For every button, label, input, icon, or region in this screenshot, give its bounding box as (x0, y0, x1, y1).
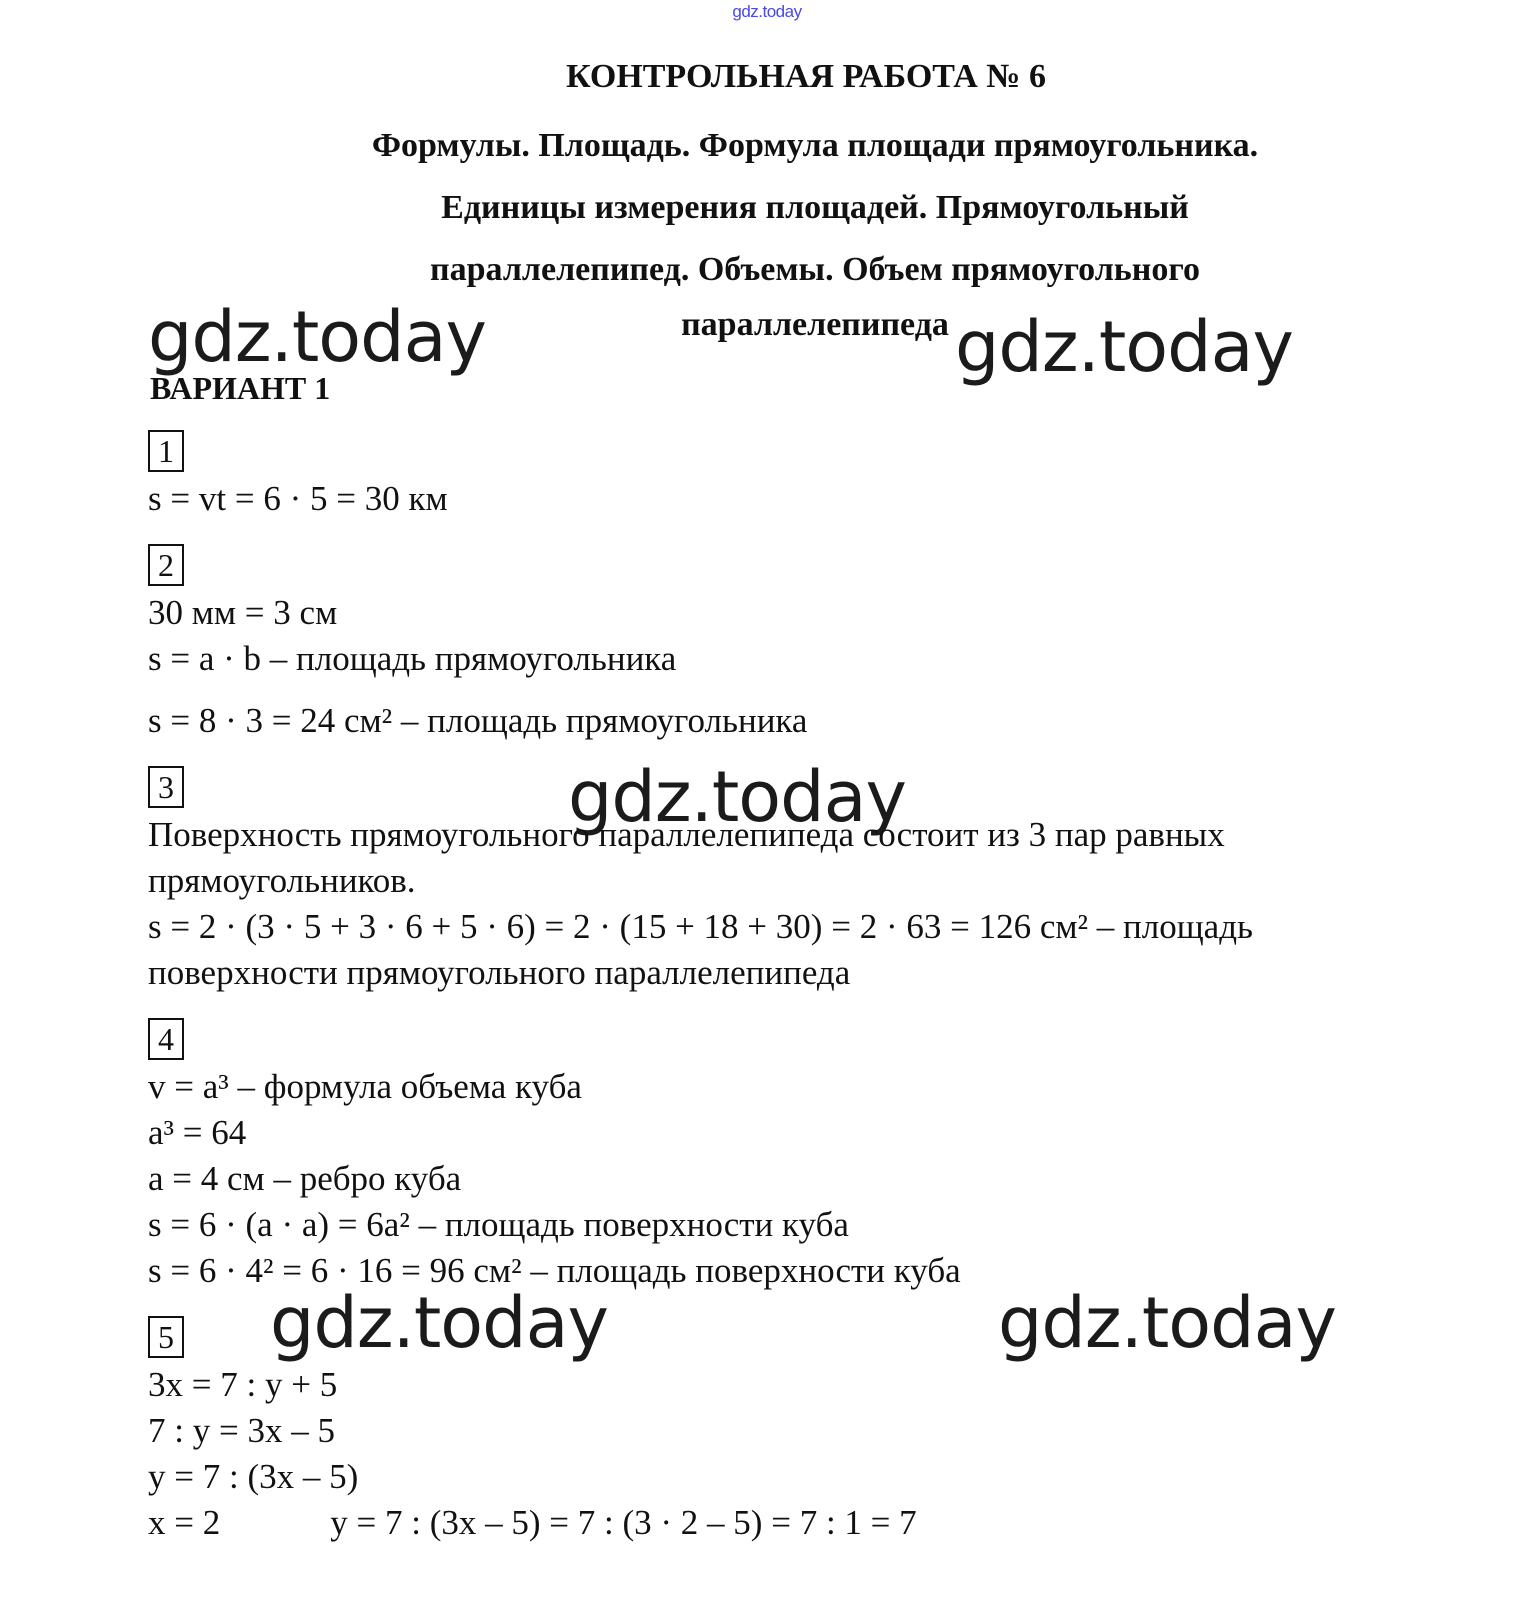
solution-part: y = 7 : (3x – 5) = 7 : (3 · 2 – 5) = 7 : 1 = 7 (330, 1503, 917, 1542)
task-number-box: 4 (148, 1018, 184, 1060)
solution-line: s = 2 · (3 · 5 + 3 · 6 + 5 · 6) = 2 · (15 + 18 + 30) = 2 · 63 = 126 см² – площадь (148, 907, 1253, 946)
solution-line: v = a³ – формула объема куба (148, 1067, 582, 1106)
solution-line: s = 8 · 3 = 24 см² – площадь прямоугольника (148, 701, 808, 740)
subtitle-line: параллелепипеда (681, 306, 949, 343)
task-number-box: 5 (148, 1316, 184, 1358)
watermark-logo: gdz.today (568, 756, 906, 838)
solution-line: a³ = 64 (148, 1113, 247, 1152)
subtitle-line: Единицы измерения площадей. Прямоугольный (441, 189, 1189, 226)
watermark-logo: gdz.today (955, 306, 1293, 388)
subtitle-line: параллелепипед. Объемы. Объем прямоугольного (430, 251, 1200, 288)
solution-line: s = 6 · 4² = 6 · 16 = 96 см² – площадь поверхности куба (148, 1251, 961, 1290)
solution-line: Поверхность прямоугольного параллелепипеда состоит из 3 пар равных (148, 815, 1225, 854)
solution-line: s = 6 · (a · a) = 6a² – площадь поверхности куба (148, 1205, 849, 1244)
task-number-box: 2 (148, 544, 184, 586)
solution-line: 30 мм = 3 см (148, 593, 338, 632)
watermark-logo: gdz.today (270, 1282, 608, 1364)
solution-line: поверхности прямоугольного параллелепипеда (148, 953, 851, 992)
subtitle-line: Формулы. Площадь. Формула площади прямоугольника. (371, 127, 1259, 164)
solution-line: s = vt = 6 · 5 = 30 км (148, 479, 448, 518)
page-title: КОНТРОЛЬНАЯ РАБОТА № 6 (566, 58, 1046, 95)
watermark-logo: gdz.today (148, 296, 486, 378)
solution-line: s = a · b – площадь прямоугольника (148, 639, 677, 678)
solution-line (148, 1502, 917, 1544)
solution-part: x = 2 (148, 1503, 221, 1542)
task-number-box: 1 (148, 430, 184, 472)
solution-line: a = 4 см – ребро куба (148, 1159, 462, 1198)
solution-line: 7 : y = 3x – 5 (148, 1411, 335, 1450)
solution-line: прямоугольников. (148, 861, 416, 900)
solution-line: 3x = 7 : y + 5 (148, 1365, 338, 1404)
solution-line: y = 7 : (3x – 5) (148, 1457, 359, 1496)
variant-heading: ВАРИАНТ 1 (150, 370, 331, 406)
task-number-box: 3 (148, 766, 184, 808)
watermark-logo: gdz.today (998, 1282, 1336, 1364)
top-watermark: gdz.today (732, 2, 802, 21)
